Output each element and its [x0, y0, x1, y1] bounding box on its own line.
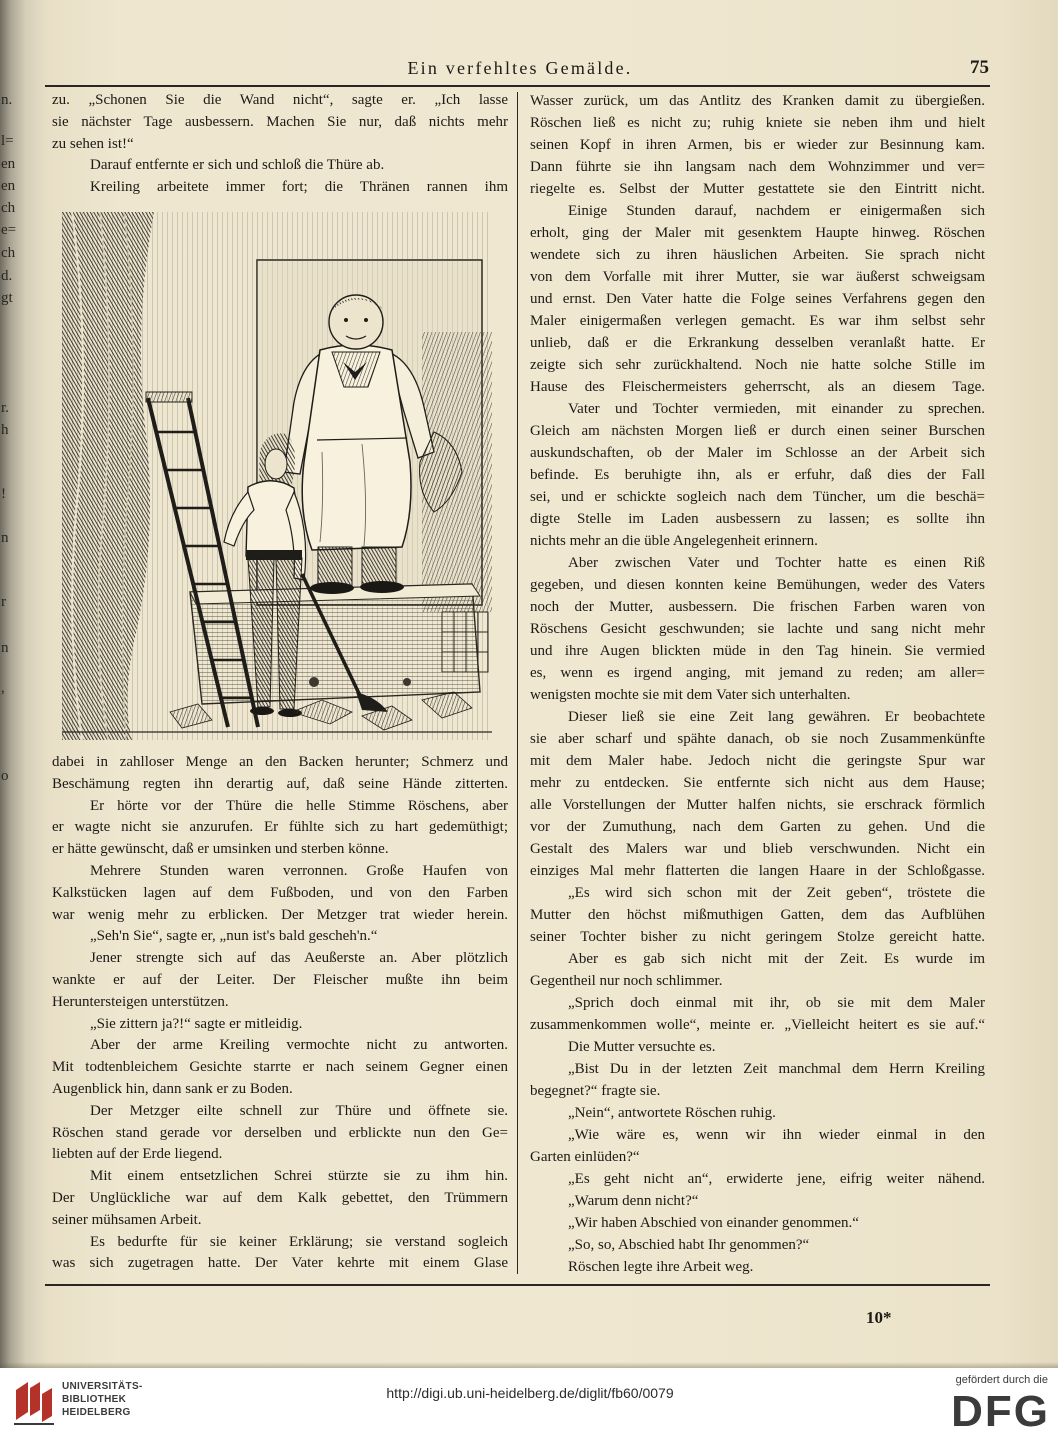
text-line: Aber der arme Kreiling vermochte nicht zu antworten.: [90, 1037, 508, 1054]
text-line: zu sehen ist!“: [52, 135, 134, 152]
text-line: Einige Stunden darauf, nachdem er einigermaßen sich: [568, 203, 985, 219]
text-line: sie aber scharf und spähte danach, ob sie noch Zusammenkünfte: [530, 731, 985, 747]
text-line: „So, so, Abschied habt Ihr genommen?“: [568, 1237, 810, 1253]
margin-fragment: e=: [1, 222, 17, 238]
text-line: dabei in zahlloser Menge an den Backen herunter; Schmerz und: [52, 754, 508, 770]
text-line: begegnet?“ fragte sie.: [530, 1083, 661, 1099]
text-line: „Wir haben Abschied von einander genommen.“: [568, 1215, 859, 1231]
text-line: er hätte gewünscht, daß er umsinken und sterben könne.: [52, 841, 389, 858]
text-line: und ernst. Den Vater hatte die Folge seines Verfahrens gegen den: [530, 291, 985, 307]
text-line: Aber zwischen Vater und Tochter hatte es einen Riß: [568, 555, 985, 571]
permalink-url[interactable]: http://digi.ub.uni-heidelberg.de/diglit/fb60/0079: [386, 1385, 674, 1401]
text-line: „Sie zittern ja?!“ sagte er mitleidig.: [90, 1015, 303, 1032]
digitization-footer: [0, 1368, 1058, 1440]
text-line: seiner mühsamen Arbeit.: [52, 1211, 202, 1228]
text-line: Kreiling arbeitete immer fort; die Thränen rannen ihm: [90, 179, 508, 196]
text-line: sei, und er schickte sogleich nach dem Tüncher, um die beschä=: [530, 489, 985, 505]
text-line: Aber es gab sich nicht mit der Zeit. Es wurde im: [568, 951, 985, 967]
text-line: Jener strengte sich auf das Aeußerste an. Aber plötzlich: [90, 950, 508, 967]
text-line: zusammenkommen wolle“, meinte er. „Vielleicht heitert es sie auf.“: [530, 1017, 985, 1033]
text-line: wankte er auf der Leiter. Der Fleischer mußte ihn beim: [52, 971, 508, 988]
margin-fragment: n: [1, 640, 9, 656]
text-line: Vater und Tochter vermieden, mit einander zu sprechen.: [568, 401, 985, 417]
text-line: Es bedurfte für sie keiner Erklärung; sie verstand sogleich: [90, 1233, 508, 1250]
text-line: sie nächster Tage ausbessern. Machen Sie nur, daß nichts mehr: [52, 113, 508, 130]
margin-fragment: d.: [1, 268, 13, 284]
header-rule: [45, 85, 990, 87]
text-line: Maler einigermaßen verlegen gemacht. Es war ihm selbst sehr: [530, 313, 985, 329]
butcher-boot: [310, 582, 354, 594]
text-line: Die Mutter versuchte es.: [568, 1039, 716, 1055]
running-title: Ein verfehltes Gemälde.: [407, 58, 633, 78]
text-line: seiner Tochter bisher zu nicht geringem Stolze gereicht hatte.: [530, 929, 985, 945]
engraving-illustration: [62, 212, 492, 740]
library-name-line: UNIVERSITÄTS-: [62, 1381, 143, 1392]
text-line: alle Vorstellungen der Mutter halfen nichts, sie erschrack förmlich: [530, 797, 985, 813]
text-line: Darauf entfernte er sich und schloß die Thüre ab.: [90, 157, 385, 174]
text-line: „Es geht nicht an“, erwiderte jene, eifrig weiter nähend.: [568, 1171, 985, 1187]
text-line: war wenig mehr zu erblicken. Der Metzger trat wieder herein.: [52, 906, 508, 923]
text-line: riegelte es. Selbst der Mutter gestattete sie den Eintritt nicht.: [530, 181, 985, 197]
signature-mark: 10*: [866, 1308, 892, 1327]
ladder-top: [146, 392, 192, 402]
text-line: gegeben, und diesen konnten keine Bemühungen, weder des Vaters: [530, 577, 985, 593]
text-line: zu. „Schonen Sie die Wand nicht“, sagte er. „Ich lasse: [52, 92, 508, 108]
text-line: es, wenn es irgend anging, mit jemand zu reden; am aller=: [530, 665, 985, 681]
butcher-leg: [362, 547, 396, 587]
margin-fragment: n.: [1, 92, 13, 108]
painter-shoe: [250, 707, 274, 715]
library-name[interactable]: [62, 1380, 143, 1419]
text-line: Mit einem entsetzlichen Schrei stürzte sie zu ihm hin.: [90, 1168, 508, 1185]
text-line: „Warum denn nicht?“: [568, 1193, 699, 1209]
text-line: und ihre Augen blickten müde in den Tag hinein. Sie vermied: [530, 643, 985, 659]
text-line: einziges Mal mehr flatterten die langen Haare in der Schloßgasse.: [530, 863, 985, 879]
text-line: unlieb, daß er die Erkrankung desselben veranlaßt hatte. Er: [530, 335, 985, 351]
plaster-chunk: [403, 678, 411, 686]
library-name-line: BIBLIOTHEK: [62, 1394, 127, 1405]
text-line: Garten einlüden?“: [530, 1149, 640, 1165]
text-line: noch der Mutter, ausbessern. Die frischen Farben waren von: [530, 599, 985, 615]
dfg-logo[interactable]: DFG: [951, 1387, 1050, 1436]
margin-fragment: o: [1, 768, 9, 784]
text-line: „Bist Du in der letzten Zeit manchmal dem Herrn Kreiling: [568, 1061, 985, 1077]
margin-fragment: r.: [1, 400, 9, 416]
text-line: Hause des Fleischermeisters geherrscht, als an diesem Tage.: [530, 379, 985, 395]
text-line: Röschen stand gerade vor derselben und erblickte nun den Ge=: [52, 1124, 508, 1141]
counter-platform: [190, 584, 488, 704]
text-line: Kalkstücken lagen auf dem Fußboden, und von den Farben: [52, 884, 508, 901]
painter-face: [265, 449, 287, 479]
text-line: zeigte sich sehr zurückhaltend. Noch nie hatte solche Stille im: [530, 357, 985, 373]
plaster-chunk: [309, 677, 319, 687]
text-line: „Seh'n Sie“, sagte er, „nun ist's bald gescheh'n.“: [90, 928, 378, 945]
margin-fragment: r: [1, 594, 6, 610]
footer-rule: [45, 1284, 990, 1286]
text-line: nichts mehr an die üble Angelegenheit erinnern.: [530, 533, 818, 549]
margin-fragment: ch: [1, 200, 16, 216]
text-line: liebten auf der Erde liegend.: [52, 1146, 223, 1163]
text-line: erholt, ging der Maler mit gesenktem Haupte hinweg. Röschen: [530, 225, 985, 241]
text-line: „Wie wäre es, wenn wir ihn wieder einmal in den: [568, 1127, 985, 1143]
text-line: Dann führte sie ihn langsam nach dem Wohnzimmer und ver=: [530, 159, 985, 175]
margin-fragment: h: [1, 422, 9, 438]
text-line: von dem Vorfalle mit ihrer Mutter, sie war äußerst schweigsam: [530, 269, 985, 285]
text-line: befinde. Es beruhigte ihn, als er erfuhr, daß dies der Fall: [530, 467, 985, 483]
text-line: Der Metzger eilte schnell zur Thüre und öffnete sie.: [90, 1102, 508, 1119]
margin-fragment: en: [1, 178, 16, 194]
text-line: wendete sich zu ihren häuslichen Arbeiten. Sie sprach nicht: [530, 247, 985, 263]
text-line: Der Unglückliche war auf dem Kalk gebettet, den Trümmern: [52, 1189, 508, 1206]
margin-fragment: l=: [1, 133, 14, 149]
library-name-line: HEIDELBERG: [62, 1407, 131, 1418]
right-column: [530, 90, 985, 1278]
text-line: Röschen ließ es nicht zu; ruhig kniete sie neben ihm und hielt: [530, 115, 985, 131]
funded-by-label: gefördert durch die: [955, 1374, 1048, 1386]
text-line: er wagte nicht sie anzurufen. Er fühlte sich zu hart gedemüthigt;: [52, 819, 508, 836]
left-column-bottom: [52, 752, 508, 1275]
butcher-eye: [344, 318, 348, 322]
text-line: Wasser zurück, um das Antlitz des Kranken damit zu übergießen.: [530, 93, 985, 109]
text-line: Gegentheil nur noch schlimmer.: [530, 973, 723, 989]
text-line: „Es wird sich schon mit der Zeit geben“, tröstete die: [568, 885, 985, 901]
margin-fragment: en: [1, 156, 16, 172]
column-divider: [517, 92, 518, 1274]
ub-heidelberg-logo-icon[interactable]: [10, 1376, 56, 1428]
text-line: Er hörte vor der Thüre die helle Stimme Röschens, aber: [90, 797, 508, 814]
text-line: wenigsten mochte sie mit dem Vater sich unterhalten.: [530, 687, 851, 703]
text-line: Beschämung regten ihn derartig auf, daß seine Hände zitterten.: [52, 775, 508, 792]
text-line: digte Stelle im Laden ausbessern zu lassen; es sollte ihn: [530, 511, 985, 527]
text-line: „Sprich doch einmal mit ihr, ob sie mit dem Maler: [568, 995, 985, 1011]
margin-fragment: gt: [1, 290, 13, 306]
margin-fragment: !: [1, 486, 6, 502]
left-column-top: [52, 90, 508, 199]
text-line: mit dem Maler habe. Jedoch nicht die geringste Spur war: [530, 753, 985, 769]
text-line: Gleich am nächsten Morgen ließ er durch einen seiner Burschen: [530, 423, 985, 439]
page-number: 75: [970, 57, 989, 78]
text-line: was sich zugetragen hatte. Der Vater kehrte mit einem Glase: [52, 1255, 508, 1272]
text-line: Röschens Gesicht geschwunden; sie lachte und sang nicht mehr: [530, 621, 985, 637]
margin-fragment: ch: [1, 245, 16, 261]
butcher-eye: [364, 318, 368, 322]
text-line: Mutter den höchst mißmuthigen Gatten, dem das Aufblühen: [530, 907, 985, 923]
text-line: auskundschaften, ob der Maler im Schlosse an der Arbeit sich: [530, 445, 985, 461]
text-line: „Nein“, antwortete Röschen ruhig.: [568, 1105, 776, 1121]
butcher-leg: [318, 547, 352, 587]
text-line: seinen Kopf in ihren Armen, bis er wieder zur Besinnung kam.: [530, 137, 985, 153]
text-line: mehr zu entdecken. Sie entfernte sich nicht aus dem Hause;: [530, 775, 985, 791]
text-line: Mehrere Stunden waren verronnen. Große Haufen von: [90, 862, 508, 879]
text-line: Mit todtenbleichem Gesichte starrte er nach seinem Gegner einen: [52, 1059, 508, 1076]
text-line: Dieser ließ sie eine Zeit lang gewähren. Er beobachtete: [568, 709, 985, 725]
text-line: vor der Zumuthung, nach dem Garten zu gehen. Und die: [530, 819, 985, 835]
text-line: Röschen legte ihre Arbeit weg.: [568, 1259, 754, 1275]
margin-fragment: ,: [1, 680, 5, 696]
text-line: Gestalt des Malers war und blieb verschwunden. Nicht ein: [530, 841, 985, 857]
butcher-boot: [360, 581, 404, 593]
text-line: Augenblick hin, dann sank er zu Boden.: [52, 1080, 293, 1097]
margin-fragment: n: [1, 530, 9, 546]
text-line: Heruntersteigen unterstützen.: [52, 993, 229, 1010]
